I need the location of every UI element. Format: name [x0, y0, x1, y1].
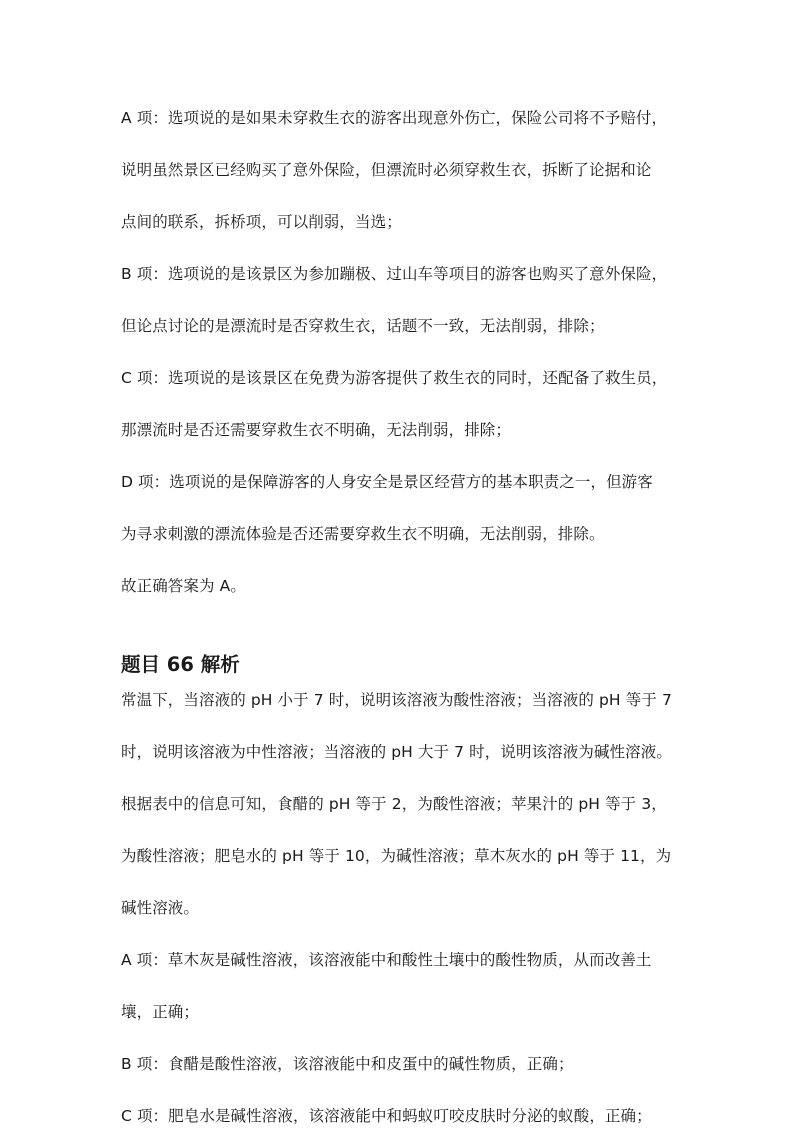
text-line: 那漂流时是否还需要穿救生衣不明确，无法削弱，排除； — [121, 421, 512, 439]
line-gap — [121, 820, 681, 840]
line-gap — [121, 186, 681, 206]
line-gap — [121, 872, 681, 892]
text-line: 根据表中的信息可知，食醋的 pH 等于 2，为酸性溶液；苹果汁的 pH 等于 3， — [121, 795, 667, 813]
line-gap — [121, 716, 681, 736]
line-gap — [121, 976, 681, 996]
section-heading: 题目 66 解析 — [121, 653, 240, 676]
text-line: 碱性溶液。 — [121, 899, 200, 917]
line-gap — [121, 498, 681, 518]
text-line: C 项：选项说的是该景区在免费为游客提供了救生衣的同时，还配备了救生员， — [121, 369, 668, 387]
line-gap — [121, 1028, 681, 1048]
text-line: C 项：肥皂水是碱性溶液，该溶液能中和蚂蚁叮咬皮肤时分泌的蚁酸，正确； — [121, 1107, 652, 1125]
line-gap — [121, 238, 681, 258]
text-line: 点间的联系，拆桥项，可以削弱，当选； — [121, 213, 402, 231]
text-line: A 项：草木灰是碱性溶液，该溶液能中和酸性土壤中的酸性物质，从而改善土 — [121, 951, 652, 969]
text-line: A 项：选项说的是如果未穿救生衣的游客出现意外伤亡，保险公司将不予赔付， — [121, 109, 668, 127]
text-line: 时，说明该溶液为中性溶液；当溶液的 pH 大于 7 时，说明该溶液为碱性溶液。 — [121, 743, 672, 761]
text-line: 壤，正确； — [121, 1003, 200, 1021]
text-line: 说明虽然景区已经购买了意外保险，但漂流时必须穿救生衣，拆断了论据和论 — [121, 161, 652, 179]
line-gap — [121, 446, 681, 466]
text-line: B 项：食醋是酸性溶液，该溶液能中和皮蛋中的碱性物质，正确； — [121, 1055, 574, 1073]
line-gap — [121, 768, 681, 788]
text-line: 但论点讨论的是漂流时是否穿救生衣，话题不一致，无法削弱，排除； — [121, 317, 605, 335]
line-gap — [121, 342, 681, 362]
text-line: 为寻求刺激的漂流体验是否还需要穿救生衣不明确，无法削弱，排除。 — [121, 525, 605, 543]
text-line: D 项：选项说的是保障游客的人身安全是景区经营方的基本职责之一，但游客 — [121, 473, 653, 491]
text-line: 常温下，当溶液的 pH 小于 7 时，说明该溶液为酸性溶液；当溶液的 pH 等于 7 — [121, 691, 672, 709]
line-gap — [121, 550, 681, 570]
line-gap — [121, 394, 681, 414]
section-spacer — [121, 602, 681, 632]
line-gap — [121, 1080, 681, 1100]
document-body — [121, 102, 681, 1132]
line-gap — [121, 134, 681, 154]
text-line: 为酸性溶液；肥皂水的 pH 等于 10，为碱性溶液；草木灰水的 pH 等于 11，为 — [121, 847, 672, 865]
text-line: B 项：选项说的是该景区为参加蹦极、过山车等项目的游客也购买了意外保险， — [121, 265, 668, 283]
line-gap — [121, 924, 681, 944]
line-gap — [121, 290, 681, 310]
text-line: 故正确答案为 A。 — [121, 577, 246, 595]
